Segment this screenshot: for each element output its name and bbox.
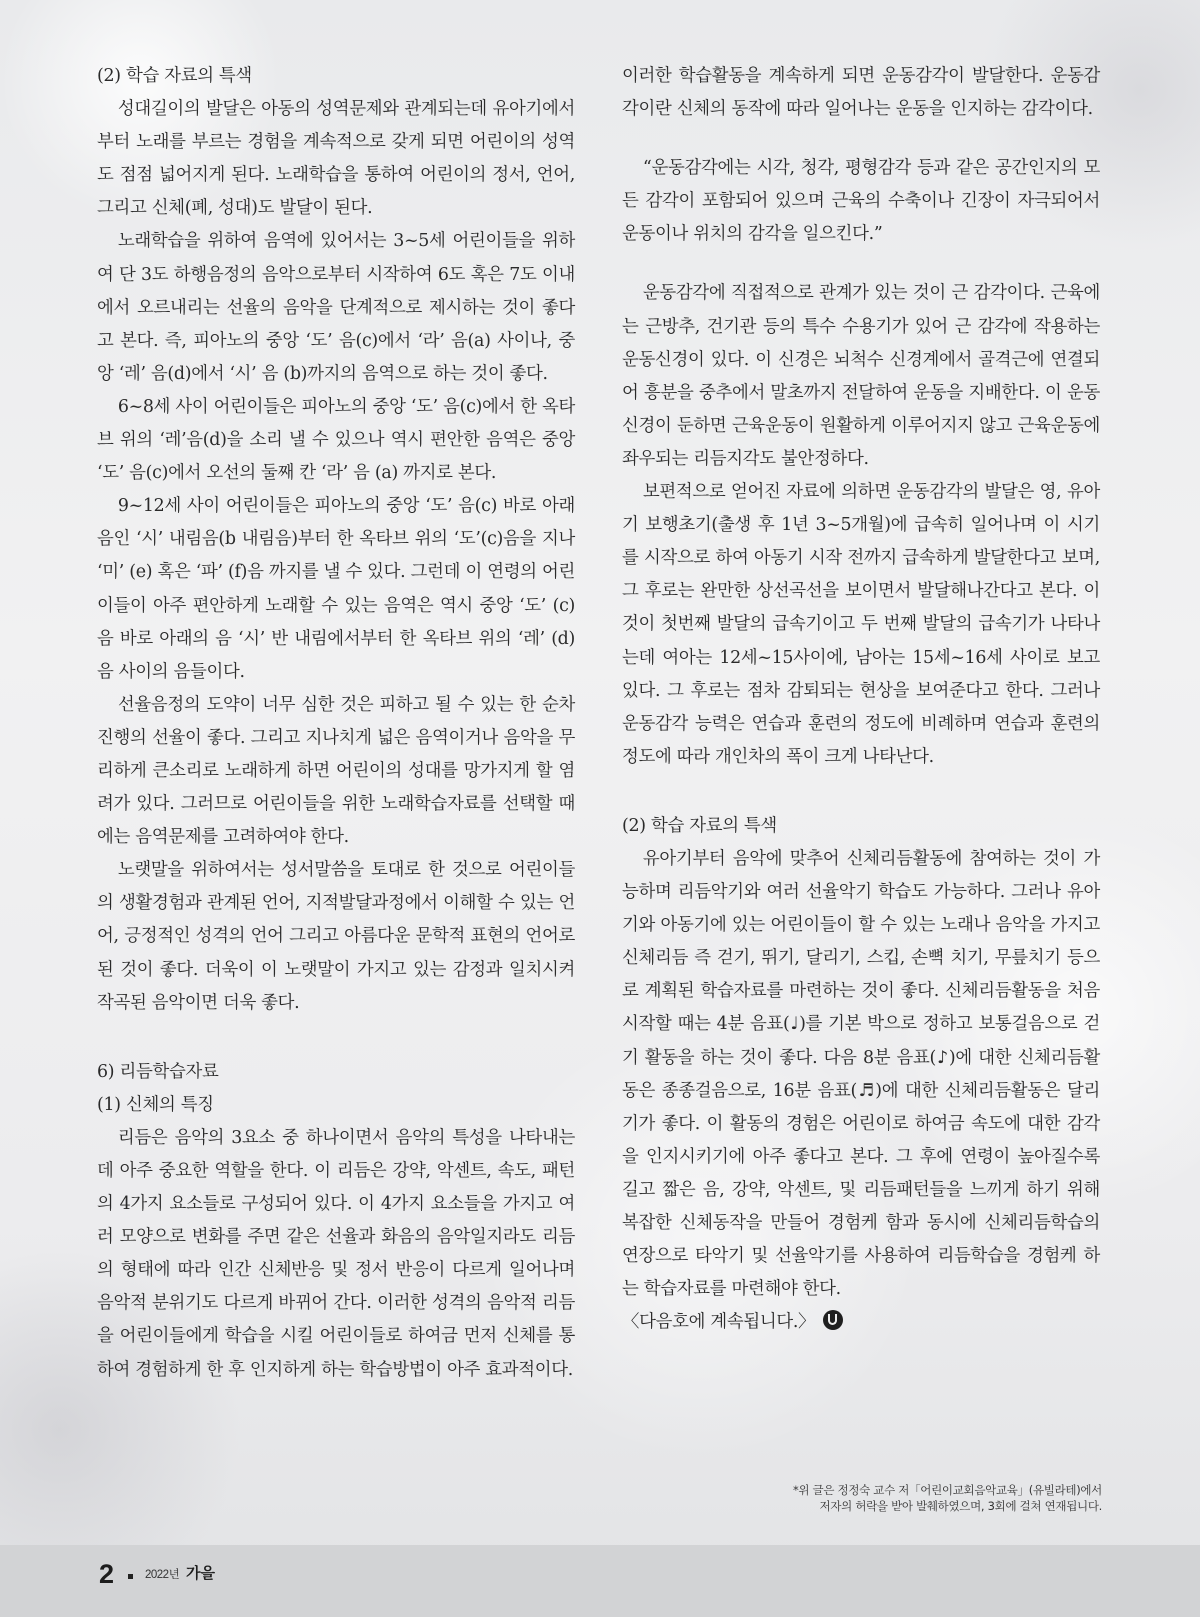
issue-year: 2022년 [145, 1569, 180, 1581]
footnote [793, 1482, 1102, 1514]
body-paragraph: 노랫말을 위하여서는 성서말씀을 토대로 한 것으로 어린이들의 생활경험과 관계된 언어, 지적발달과정에서 이해할 수 있는 언어, 긍정적인 성격의 언어 그리고 아름다운 문학적 표현의 언어로 된 것이 좋다. 더욱이 이 노랫말이 가지고 있는 감정과 일치시켜 작곡된 음악이면 더욱 좋다. [97, 860, 575, 1013]
spacer [97, 1020, 575, 1056]
continued-note [622, 1306, 1100, 1339]
body-paragraph: 유아기부터 음악에 맞추어 신체리듬활동에 참여하는 것이 가능하며 리듬악기와 여러 선율악기 학습도 가능하다. 그러나 유아기와 아동기에 있는 어린이들이 할 수 있는 노래나 음악을 가지고 신체리듬 즉 걷기, 뛰기, 달리기, 스킵, 손뼉 치기, 무릎치기 등으로 계획된 학습자료를 마련하는 것이 좋다. 신체리듬활동을 처음 시작할 때는 4분 음표(♩)를 기본 박으로 정하고 보통걸음으로 걷기 활동을 하는 것이 좋다. 다음 8분 음표(♪)에 대한 신체리듬활동은 종종걸음으로, 16분 음표(♬)에 대한 신체리듬활동은 달리기가 좋다. 이 활동의 경험은 어린이로 하여금 속도에 대한 감각을 인지시키기에 아주 좋다고 본다. 그 후에 연령이 높아질수록 길고 짧은 음, 강약, 악센트, 및 리듬패턴들을 느끼게 하기 위해 복잡한 신체동작을 만들어 경험케 함과 동시에 신체리듬학습의 연장으로 타악기 및 선율악기를 사용하여 리듬학습을 경험케 하는 학습자료를 마련해야 한다. [622, 848, 1100, 1300]
spacer [622, 251, 1100, 277]
page-number: 2 [99, 1559, 115, 1589]
footnote-line: 저자의 허락을 받아 발췌하였으며, 3회에 걸쳐 연재됩니다. [819, 1499, 1102, 1513]
body-paragraph: 선율음정의 도약이 너무 심한 것은 피하고 될 수 있는 한 순차진행의 선율이 좋다. 그리고 지나치게 넓은 음역이거나 음악을 무리하게 큰소리로 노래하게 하면 어린이의 성대를 망가지게 할 염려가 있다. 그러므로 어린이들을 위한 노래학습자료를 선택할 때에는 음역문제를 고려하여야 한다. [97, 694, 575, 848]
body-paragraph: 6~8세 사이 어린이들은 피아노의 중앙 ‘도’ 음(c)에서 한 옥타브 위의 ‘레’음(d)을 소리 낼 수 있으나 역시 편안한 음역은 중앙 ‘도’ 음(c)에서 오선의 둘째 칸 ‘라’ 음 (a) 까지로 본다. [97, 396, 575, 484]
section-heading-rhythm: 6) 리듬학습자료 [97, 1061, 219, 1082]
separator-dot-icon [128, 1574, 133, 1579]
spacer [622, 774, 1100, 810]
body-paragraph: 노래학습을 위하여 음역에 있어서는 3~5세 어린이들을 위하여 단 3도 하행음정의 음악으로부터 시작하여 6도 혹은 7도 이내에서 오르내리는 선율의 음악을 단계적으로 제시하는 것이 좋다고 본다. 즉, 피아노의 중앙 ‘도’ 음(c)에서 ‘라’ 음(a) 사이나, 중앙 ‘레’ 음(d)에서 ‘시’ 음 (b)까지의 음역으로 하는 것이 좋다. [97, 231, 575, 384]
body-paragraph: 9~12세 사이 어린이들은 피아노의 중앙 ‘도’ 음(c) 바로 아래음인 ‘시’ 내림음(b 내림음)부터 한 옥타브 위의 ‘도’(c)음을 지나 ‘미’ (e) 혹은 ‘파’ (f)음 까지를 낼 수 있다. 그런데 이 연령의 어린이들이 아주 편안하게 노래할 수 있는 음역은 역시 중앙 ‘도’ (c)음 바로 아래의 음 ‘시’ 반 내림에서부터 한 옥타브 위의 ‘레’ (d)음 사이의 음들이다. [97, 496, 575, 682]
block-quote: “운동감각에는 시각, 청각, 평형감각 등과 같은 공간인지의 모든 감각이 포함되어 있으며 근육의 수축이나 긴장이 자극되어서 운동이나 위치의 감각을 일으킨다.” [622, 158, 1100, 245]
subsection-heading-body: (1) 신체의 특징 [97, 1094, 214, 1115]
page-footer [0, 1545, 1200, 1617]
left-column [97, 60, 575, 1387]
right-column [622, 60, 1100, 1339]
body-paragraph: 이러한 학습활동을 계속하게 되면 운동감각이 발달한다. 운동감각이란 신체의 동작에 따라 일어나는 운동을 인지하는 감각이다. [622, 66, 1100, 120]
footnote-line: *위 글은 정정숙 교수 저「어린이교회음악교육」(유빌라테)에서 [792, 1483, 1102, 1497]
section-heading-learning-material: (2) 학습 자료의 특색 [97, 66, 252, 86]
section-heading-learning-material: (2) 학습 자료의 특색 [622, 815, 777, 836]
body-paragraph: 보편적으로 얻어진 자료에 의하면 운동감각의 발달은 영, 유아기 보행초기(출생 후 1년 3~5개월)에 급속히 일어나며 이 시기를 시작으로 하여 아동기 시작 전까지 급속하게 발달한다고 보며, 그 후로는 완만한 상선곡선을 보이면서 발달해나간다고 본다. 이것이 첫번째 발달의 급속기이고 두 번째 발달의 급속기가 나타나는데 여아는 12세~15사이에, 남아는 15세~16세 사이로 보고 있다. 그 후로는 점차 감퇴되는 현상을 보여준다고 한다. 그러나 운동감각 능력은 연습과 훈련의 정도에 비례하며 연습과 훈련의 정도에 따라 개인차의 폭이 크게 나타난다. [622, 482, 1100, 767]
lyre-logo-icon [823, 1310, 843, 1330]
continued-text: 〈다음호에 계속됩니다.〉 [622, 1312, 816, 1333]
body-paragraph: 성대길이의 발달은 아동의 성역문제와 관계되는데 유아기에서부터 노래를 부르는 경험을 계속적으로 갖게 되면 어린이의 성역도 점점 넓어지게 된다. 노래학습을 통하여 어린이의 정서, 언어, 그리고 신체(폐, 성대)도 발달이 된다. [97, 99, 575, 219]
issue-season: 가을 [186, 1564, 215, 1582]
body-paragraph: 리듬은 음악의 3요소 중 하나이면서 음악의 특성을 나타내는데 아주 중요한 역할을 한다. 이 리듬은 강약, 악센트, 속도, 패턴의 4가지 요소들로 구성되어 있다. 이 4가지 요소들을 가지고 여러 모양으로 변화를 주면 같은 선율과 화음의 음악일지라도 리듬의 형태에 따라 인간 신체반응 및 정서 반응이 다르게 일어나며 음악적 분위기도 다르게 바뀌어 간다. 이러한 성격의 음악적 리듬을 어린이들에게 학습을 시킬 어린이들로 하여금 먼저 신체를 통하여 경험하게 한 후 인지하게 하는 학습방법이 아주 효과적이다. [97, 1127, 575, 1380]
spacer [622, 126, 1100, 152]
body-paragraph: 운동감각에 직접적으로 관계가 있는 것이 근 감각이다. 근육에는 근방추, 건기관 등의 특수 수용기가 있어 근 감각에 작용하는 운동신경이 있다. 이 신경은 뇌척수 신경계에서 골격근에 연결되어 흥분을 중추에서 말초까지 전달하여 운동을 지배한다. 이 운동신경이 둔하면 근육운동이 원활하게 이루어지지 않고 근육운동에 좌우되는 리듬지각도 불안정하다. [622, 283, 1100, 469]
